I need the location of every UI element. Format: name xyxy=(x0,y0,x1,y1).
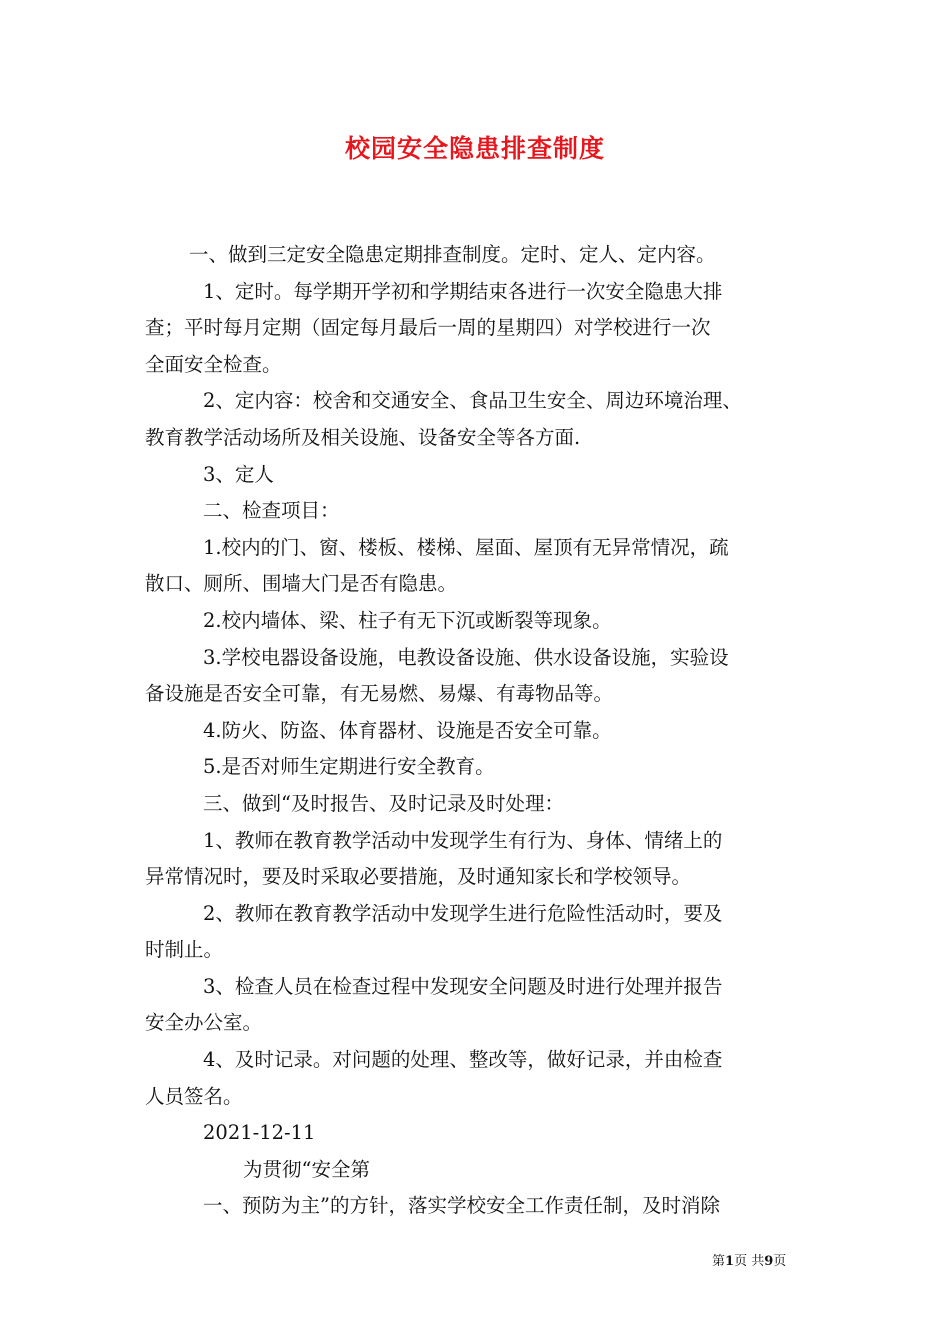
body-paragraph xyxy=(145,1042,815,1115)
body-paragraph xyxy=(145,749,815,786)
body-paragraph xyxy=(145,1152,815,1189)
paragraph-line: 为贯彻“安全第 xyxy=(243,1157,370,1181)
paragraph-line: 2021-12-11 xyxy=(203,1121,316,1145)
body-paragraph xyxy=(145,274,815,384)
body-paragraph xyxy=(145,493,815,530)
body-paragraph xyxy=(145,640,815,713)
body-paragraph xyxy=(145,457,815,494)
paragraph-line: 人员签名。 xyxy=(145,1084,243,1108)
paragraph-line: 1.校内的门、窗、楼板、楼梯、屋面、屋顶有无异常情况，疏 xyxy=(203,535,729,559)
current-page-number: 1 xyxy=(725,1254,735,1269)
footer-prefix: 第 xyxy=(712,1254,726,1269)
paragraph-line: 查；平时每月定期（固定每月最后一周的星期四）对学校进行一次 xyxy=(145,316,711,340)
paragraph-line: 3、检查人员在检查过程中发现安全问题及时进行处理并报告 xyxy=(203,974,723,998)
paragraph-line: 1、教师在教育教学活动中发现学生有行为、身体、情绪上的 xyxy=(203,828,723,852)
total-page-number: 9 xyxy=(764,1254,774,1269)
paragraph-line: 三、做到“及时报告、及时记录及时处理： xyxy=(203,791,564,815)
body-paragraph xyxy=(145,383,815,456)
body-paragraph xyxy=(145,823,815,896)
paragraph-line: 5.是否对师生定期进行安全教育。 xyxy=(203,755,495,779)
body-paragraph xyxy=(145,237,815,274)
footer-suffix: 页 xyxy=(773,1254,787,1269)
paragraph-line: 散口、厕所、围墙大门是否有隐患。 xyxy=(145,572,458,596)
paragraph-line: 备设施是否安全可靠，有无易燃、易爆、有毒物品等。 xyxy=(145,682,614,706)
body-paragraph xyxy=(145,530,815,603)
body-paragraph xyxy=(145,713,815,750)
paragraph-line: 全面安全检查。 xyxy=(145,352,282,376)
paragraph-line: 1、定时。每学期开学初和学期结束各进行一次安全隐患大排 xyxy=(203,279,723,303)
footer-middle: 页 共 xyxy=(734,1254,765,1269)
body-paragraph xyxy=(145,603,815,640)
paragraph-line: 3.学校电器设备设施，电教设备设施、供水设备设施，实验设 xyxy=(203,645,729,669)
body-paragraph xyxy=(145,786,815,823)
page-footer xyxy=(712,1250,786,1269)
paragraph-line: 2、教师在教育教学活动中发现学生进行危险性活动时，要及 xyxy=(203,901,723,925)
paragraph-line: 2.校内墙体、梁、柱子有无下沉或断裂等现象。 xyxy=(203,608,612,632)
paragraph-line: 一、做到三定安全隐患定期排查制度。定时、定人、定内容。 xyxy=(189,243,716,266)
paragraph-line: 时制止。 xyxy=(145,938,224,962)
body-paragraph xyxy=(145,896,815,969)
body-paragraph xyxy=(145,1115,815,1152)
paragraph-line: 2、定内容：校舍和交通安全、食品卫生安全、周边环境治理、 xyxy=(203,389,742,413)
document-title: 校园安全隐患排查制度 xyxy=(344,134,605,163)
paragraph-line: 4、及时记录。对问题的处理、整改等，做好记录，并由检查 xyxy=(203,1048,723,1072)
paragraph-line: 异常情况时，要及时采取必要措施，及时通知家长和学校领导。 xyxy=(145,865,692,889)
paragraph-line: 教育教学活动场所及相关设施、设备安全等各方面. xyxy=(145,425,581,449)
paragraph-line: 二、检查项目： xyxy=(203,499,340,523)
body-paragraph xyxy=(145,969,815,1042)
paragraph-line: 3、定人 xyxy=(203,462,274,486)
paragraph-line: 一、预防为主”的方针，落实学校安全工作责任制，及时消除 xyxy=(203,1194,720,1218)
document-body xyxy=(145,237,815,1225)
paragraph-line: 4.防火、防盗、体育器材、设施是否安全可靠。 xyxy=(203,718,612,742)
body-paragraph xyxy=(145,1188,815,1225)
paragraph-line: 安全办公室。 xyxy=(145,1011,263,1035)
